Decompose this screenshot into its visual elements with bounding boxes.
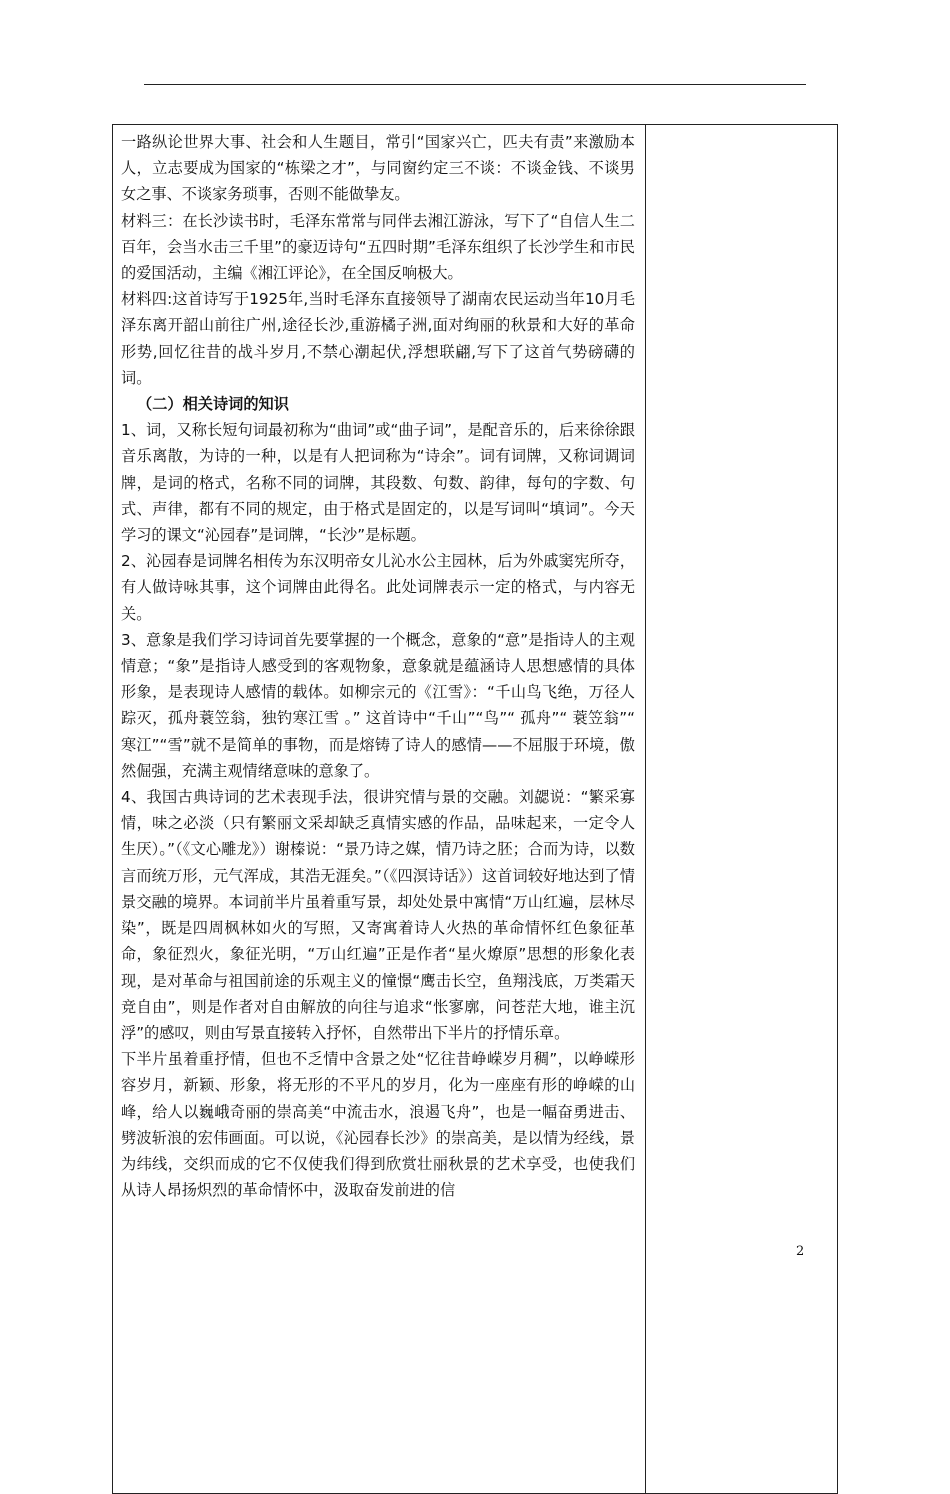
section-heading: （二）相关诗词的知识 <box>137 395 289 414</box>
paragraph-item-4: 4、我国古典诗词的艺术表现手法，很讲究情与景的交融。刘勰说：“繁采寡情，味之必淡（只有繁丽文采却缺乏真情实感的作品，品味起来，一定令人生厌）。”（《文心雕龙》）谢榛说：“景乃诗之媒，情乃诗之胚；合而为诗，以数言而统万形，元气浑成，其浩无涯矣。”（《四溟诗话》）这首词较好地达到了情景交融的境界。本词前半片虽着重写景，却处处景中寓情“万山红遍，层林尽染”，既是四周枫林如火的写照，又寄寓着诗人火热的革命情怀红色象征革命，象征烈火，象征光明，“万山红遍”正是作者“星火燎原”思想的形象化表现，是对革命与祖国前途的乐观主义的憧憬“鹰击长空，鱼翔浅底，万类霜天竞自由”，则是作者对自由解放的向往与追求“怅寥廓，问苍茫大地，谁主沉浮”的感叹，则由写景直接转入抒怀，自然带出下半片的抒情乐章。 <box>121 788 635 1042</box>
paragraph-last: 下半片虽着重抒情，但也不乏情中含景之处“忆往昔峥嵘岁月稠”，以峥嵘形容岁月，新颖、形象，将无形的不平凡的岁月，化为一座座有形的峥嵘的山峰，给人以巍峨奇丽的崇高美“中流击水，浪遏飞舟”，也是一幅奋勇进击、劈波斩浪的宏伟画面。可以说，《沁园春长沙》的崇高美，是以情为经线，景为纬线，交织而成的它不仅使我们得到欣赏壮丽秋景的艺术享受，也使我们从诗人昂扬炽烈的革命情怀中，汲取奋发前进的信 <box>121 1050 635 1200</box>
paragraph-material-3: 材料三：在长沙读书时，毛泽东常常与同伴去湘江游泳，写下了“自信人生二百年，会当水击三千里”的豪迈诗句“五四时期”毛泽东组织了长沙学生和市民的爱国活动，主编《湘江评论》，在全国反响极大。 <box>121 211 635 283</box>
page-number: 2 <box>796 1244 805 1259</box>
main-content-cell <box>121 129 635 1203</box>
column-divider <box>645 125 646 1493</box>
paragraph-material-4: 材料四:这首诗写于1925年,当时毛泽东直接领导了湖南农民运动当年10月毛泽东离开韶山前往广州,途径长沙,重游橘子洲,面对绚丽的秋景和大好的革命形势,回忆往昔的战斗岁月,不禁心潮起伏,浮想联翩,写下了这首气势磅礴的词。 <box>121 290 635 387</box>
paragraph-item-2: 2、沁园春是词牌名相传为东汉明帝女儿沁水公主园林，后为外戚窦宪所夺，有人做诗咏其事，这个词牌由此得名。此处词牌表示一定的格式，与内容无关。 <box>121 552 635 623</box>
lesson-table <box>112 124 838 1494</box>
header-rule <box>144 84 806 85</box>
paragraph-item-3: 3、意象是我们学习诗词首先要掌握的一个概念，意象的“意”是指诗人的主观情意；“象”是指诗人感受到的客观物象，意象就是蕴涵诗人思想感情的具体形象，是表现诗人感情的载体。如柳宗元的《江雪》：“千山鸟飞绝，万径人踪灭，孤舟蓑笠翁，独钓寒江雪 。” 这首诗中“千山”“鸟”“ 孤舟”“ 蓑笠翁”“ 寒江”“雪”就不是简单的事物，而是熔铸了诗人的感情——不屈服于环境，傲然倔强，充满主观情绪意味的意象了。 <box>121 630 635 780</box>
paragraph-item-1: 1、词，又称长短句词最初称为“曲词”或“曲子词”，是配音乐的，后来徐徐跟音乐离散，为诗的一种，以是有人把词称为“诗余”。词有词牌，又称词调词牌，是词的格式，名称不同的词牌，其段数、句数、韵律，每句的字数、句式、声律，都有不同的规定，由于格式是固定的，以是写词叫“填词”。今天学习的课文“沁园春”是词牌，“长沙”是标题。 <box>121 421 635 545</box>
paragraph-intro-continued: 一路纵论世界大事、社会和人生题目，常引“国家兴亡，匹夫有责”来激励本人，立志要成为国家的“栋梁之才”，与同窗约定三不谈：不谈金钱、不谈男女之事、不谈家务琐事，否则不能做挚友。 <box>121 133 635 204</box>
